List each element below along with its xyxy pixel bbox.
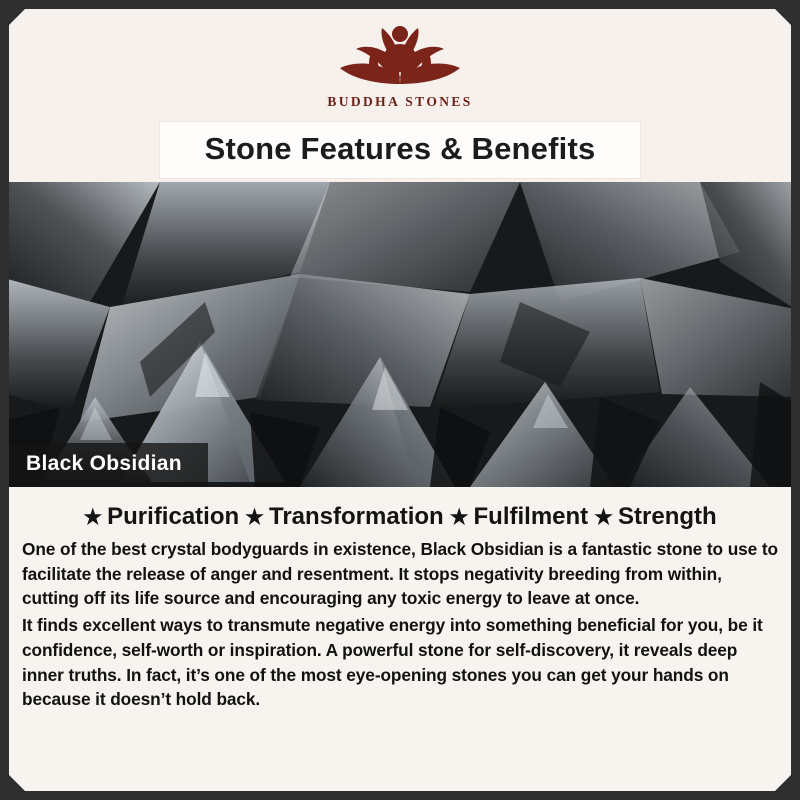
brand-logo: [295, 14, 505, 110]
benefit-label: Strength: [618, 503, 717, 530]
content: [0, 487, 800, 712]
description-paragraph-2: It finds excellent ways to transmute negative energy into something beneficial for you, be it confidence, self-worth or inspiration. A powerful stone for self-discovery, it reveals deep inner truths. In fact, it’s one of the most eye-opening stones you can get your hands on because it doesn’t hold back.: [22, 615, 763, 710]
obsidian-crystal-illustration: [0, 182, 800, 487]
page-title: Stone Features & Benefits: [204, 131, 596, 166]
benefit-label: Fulfilment: [473, 503, 589, 530]
header: [0, 0, 800, 182]
star-icon: ★: [449, 506, 469, 529]
corner-wedge-bottom-left: [0, 766, 34, 800]
benefit-item: [594, 503, 717, 531]
benefit-label: Transformation: [268, 503, 444, 530]
stone-photo: [0, 182, 800, 487]
brand-name: BUDDHA STONES: [327, 94, 473, 109]
benefit-item: [450, 503, 588, 531]
lotus-meditation-figure-icon: [295, 14, 505, 92]
title-bar: [160, 122, 640, 178]
star-icon: ★: [594, 506, 613, 529]
stone-name-caption: Black Obsidian: [0, 443, 208, 487]
corner-wedge-top-right: [766, 0, 800, 34]
corner-wedge-top-left: [0, 0, 34, 34]
corner-wedge-bottom-right: [766, 766, 800, 800]
description-paragraph-1: One of the best crystal bodyguards in existence, Black Obsidian is a fantastic stone to use to facilitate the release of anger and resentment. It stops negativity breeding from within, cutting off its life source and encouraging any toxic energy to leave at once.: [22, 539, 778, 609]
benefit-item: [83, 503, 239, 531]
star-icon: ★: [83, 506, 103, 529]
benefit-item: [245, 503, 444, 531]
benefits-list: [22, 503, 778, 531]
star-icon: ★: [245, 506, 264, 529]
benefit-label: Purification: [107, 503, 240, 530]
